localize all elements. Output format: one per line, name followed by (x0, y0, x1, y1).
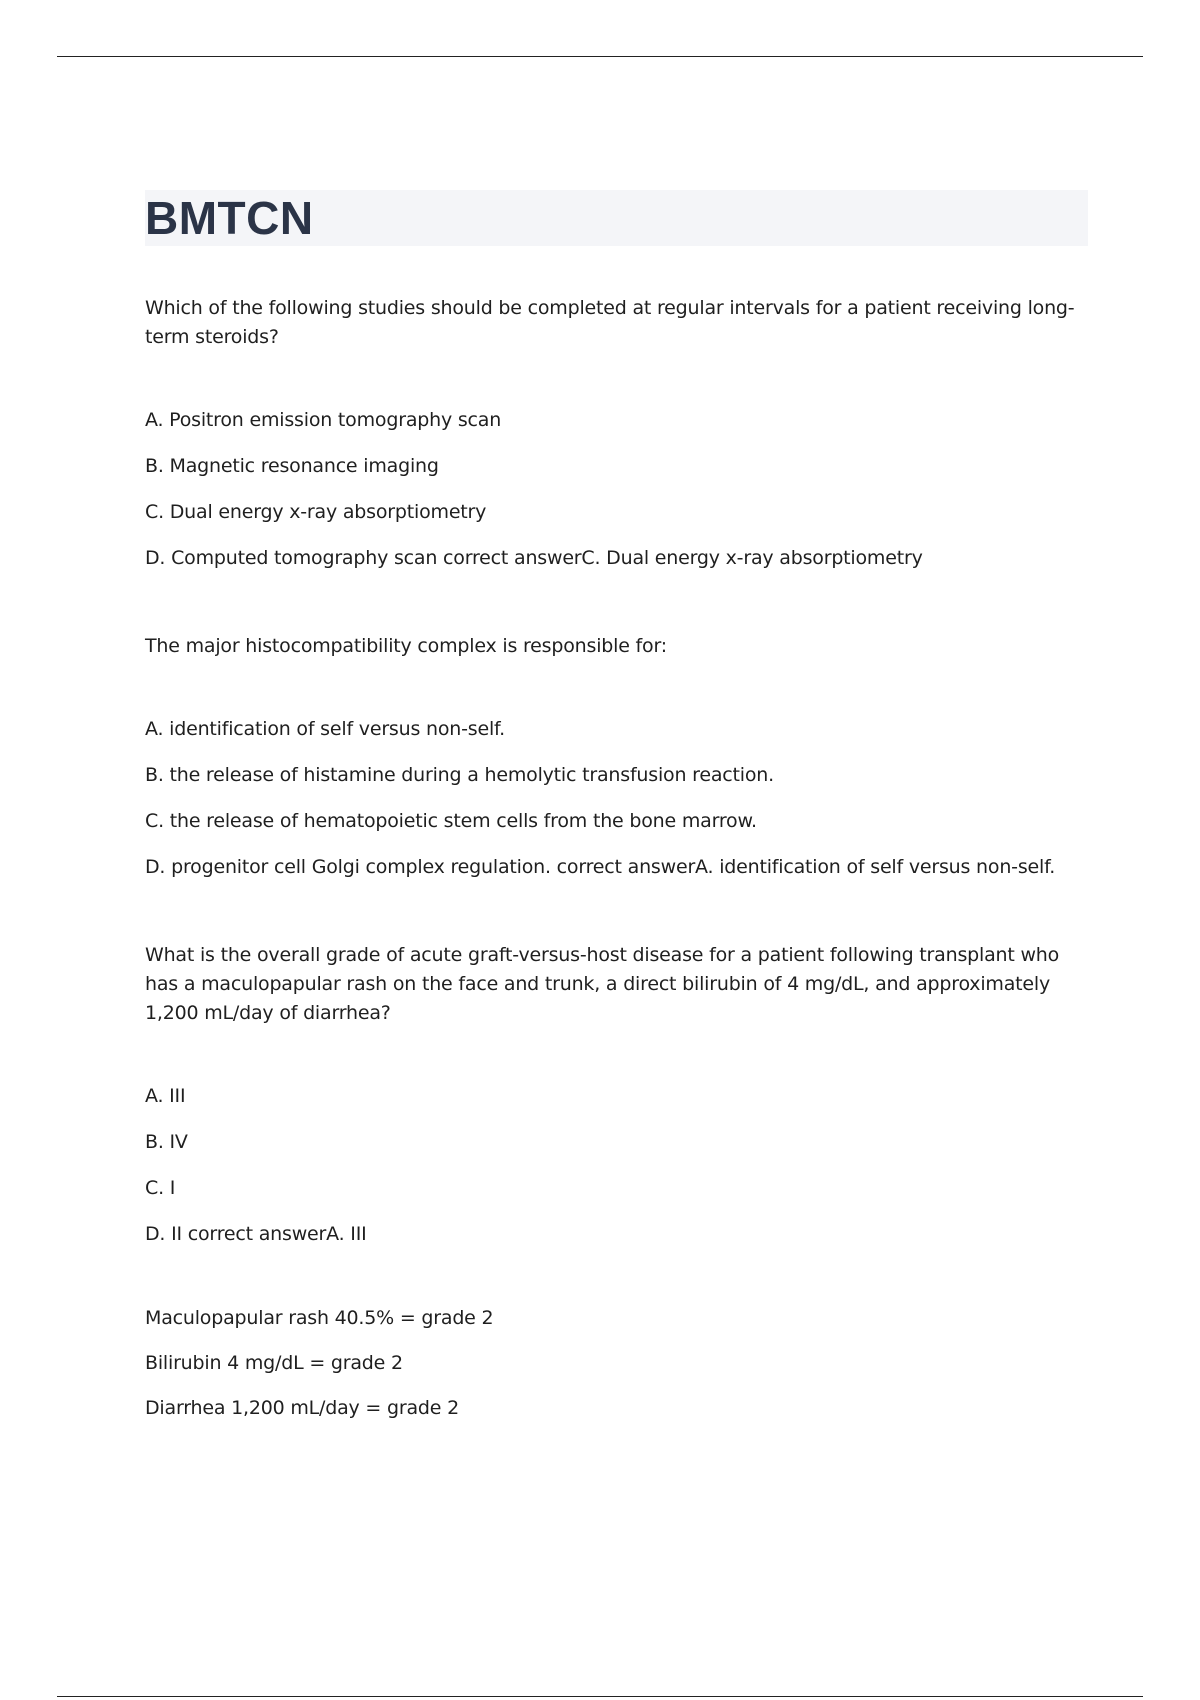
question-prompt: What is the overall grade of acute graft-versus-host disease for a patient following transplant who has a maculopapular rash on the face and trunk, a direct bilirubin of 4 mg/dL, and approximately 1,200 mL/day of diarrhea? (145, 944, 1060, 1024)
grading-note: Diarrhea 1,200 mL/day = grade 2 (145, 1397, 459, 1419)
answer-options (145, 408, 1088, 570)
answer-option: B. the release of histamine during a hemolytic transfusion reaction. (145, 764, 774, 786)
question-block-3 (145, 941, 1088, 1246)
document-body (145, 190, 1088, 1441)
answer-option: A. Positron emission tomography scan (145, 409, 502, 431)
document-title: BMTCN (145, 192, 314, 244)
grading-note: Bilirubin 4 mg/dL = grade 2 (145, 1352, 403, 1374)
footer-rule (57, 1696, 1143, 1697)
answer-option: C. I (145, 1177, 176, 1199)
answer-option: B. IV (145, 1131, 188, 1153)
answer-options (145, 1084, 1088, 1246)
answer-option: D. II correct answerA. III (145, 1223, 367, 1245)
answer-option: D. Computed tomography scan correct answerC. Dual energy x-ray absorptiometry (145, 547, 923, 569)
answer-options (145, 717, 1088, 879)
answer-option: A. identification of self versus non-self. (145, 718, 505, 740)
question-prompt: Which of the following studies should be completed at regular intervals for a patient receiving long-term steroids? (145, 297, 1075, 348)
header-rule (57, 56, 1143, 57)
grading-note: Maculopapular rash 40.5% = grade 2 (145, 1307, 494, 1329)
question-block-2 (145, 632, 1088, 879)
answer-option: C. Dual energy x-ray absorptiometry (145, 501, 487, 523)
answer-option: D. progenitor cell Golgi complex regulation. correct answerA. identification of self versus non-self. (145, 856, 1056, 878)
question-prompt: The major histocompatibility complex is responsible for: (145, 635, 667, 657)
answer-option: B. Magnetic resonance imaging (145, 455, 439, 477)
title-band (145, 190, 1088, 246)
grading-notes (145, 1306, 1088, 1420)
answer-option: A. III (145, 1085, 186, 1107)
question-block-1 (145, 294, 1088, 570)
answer-option: C. the release of hematopoietic stem cells from the bone marrow. (145, 810, 757, 832)
